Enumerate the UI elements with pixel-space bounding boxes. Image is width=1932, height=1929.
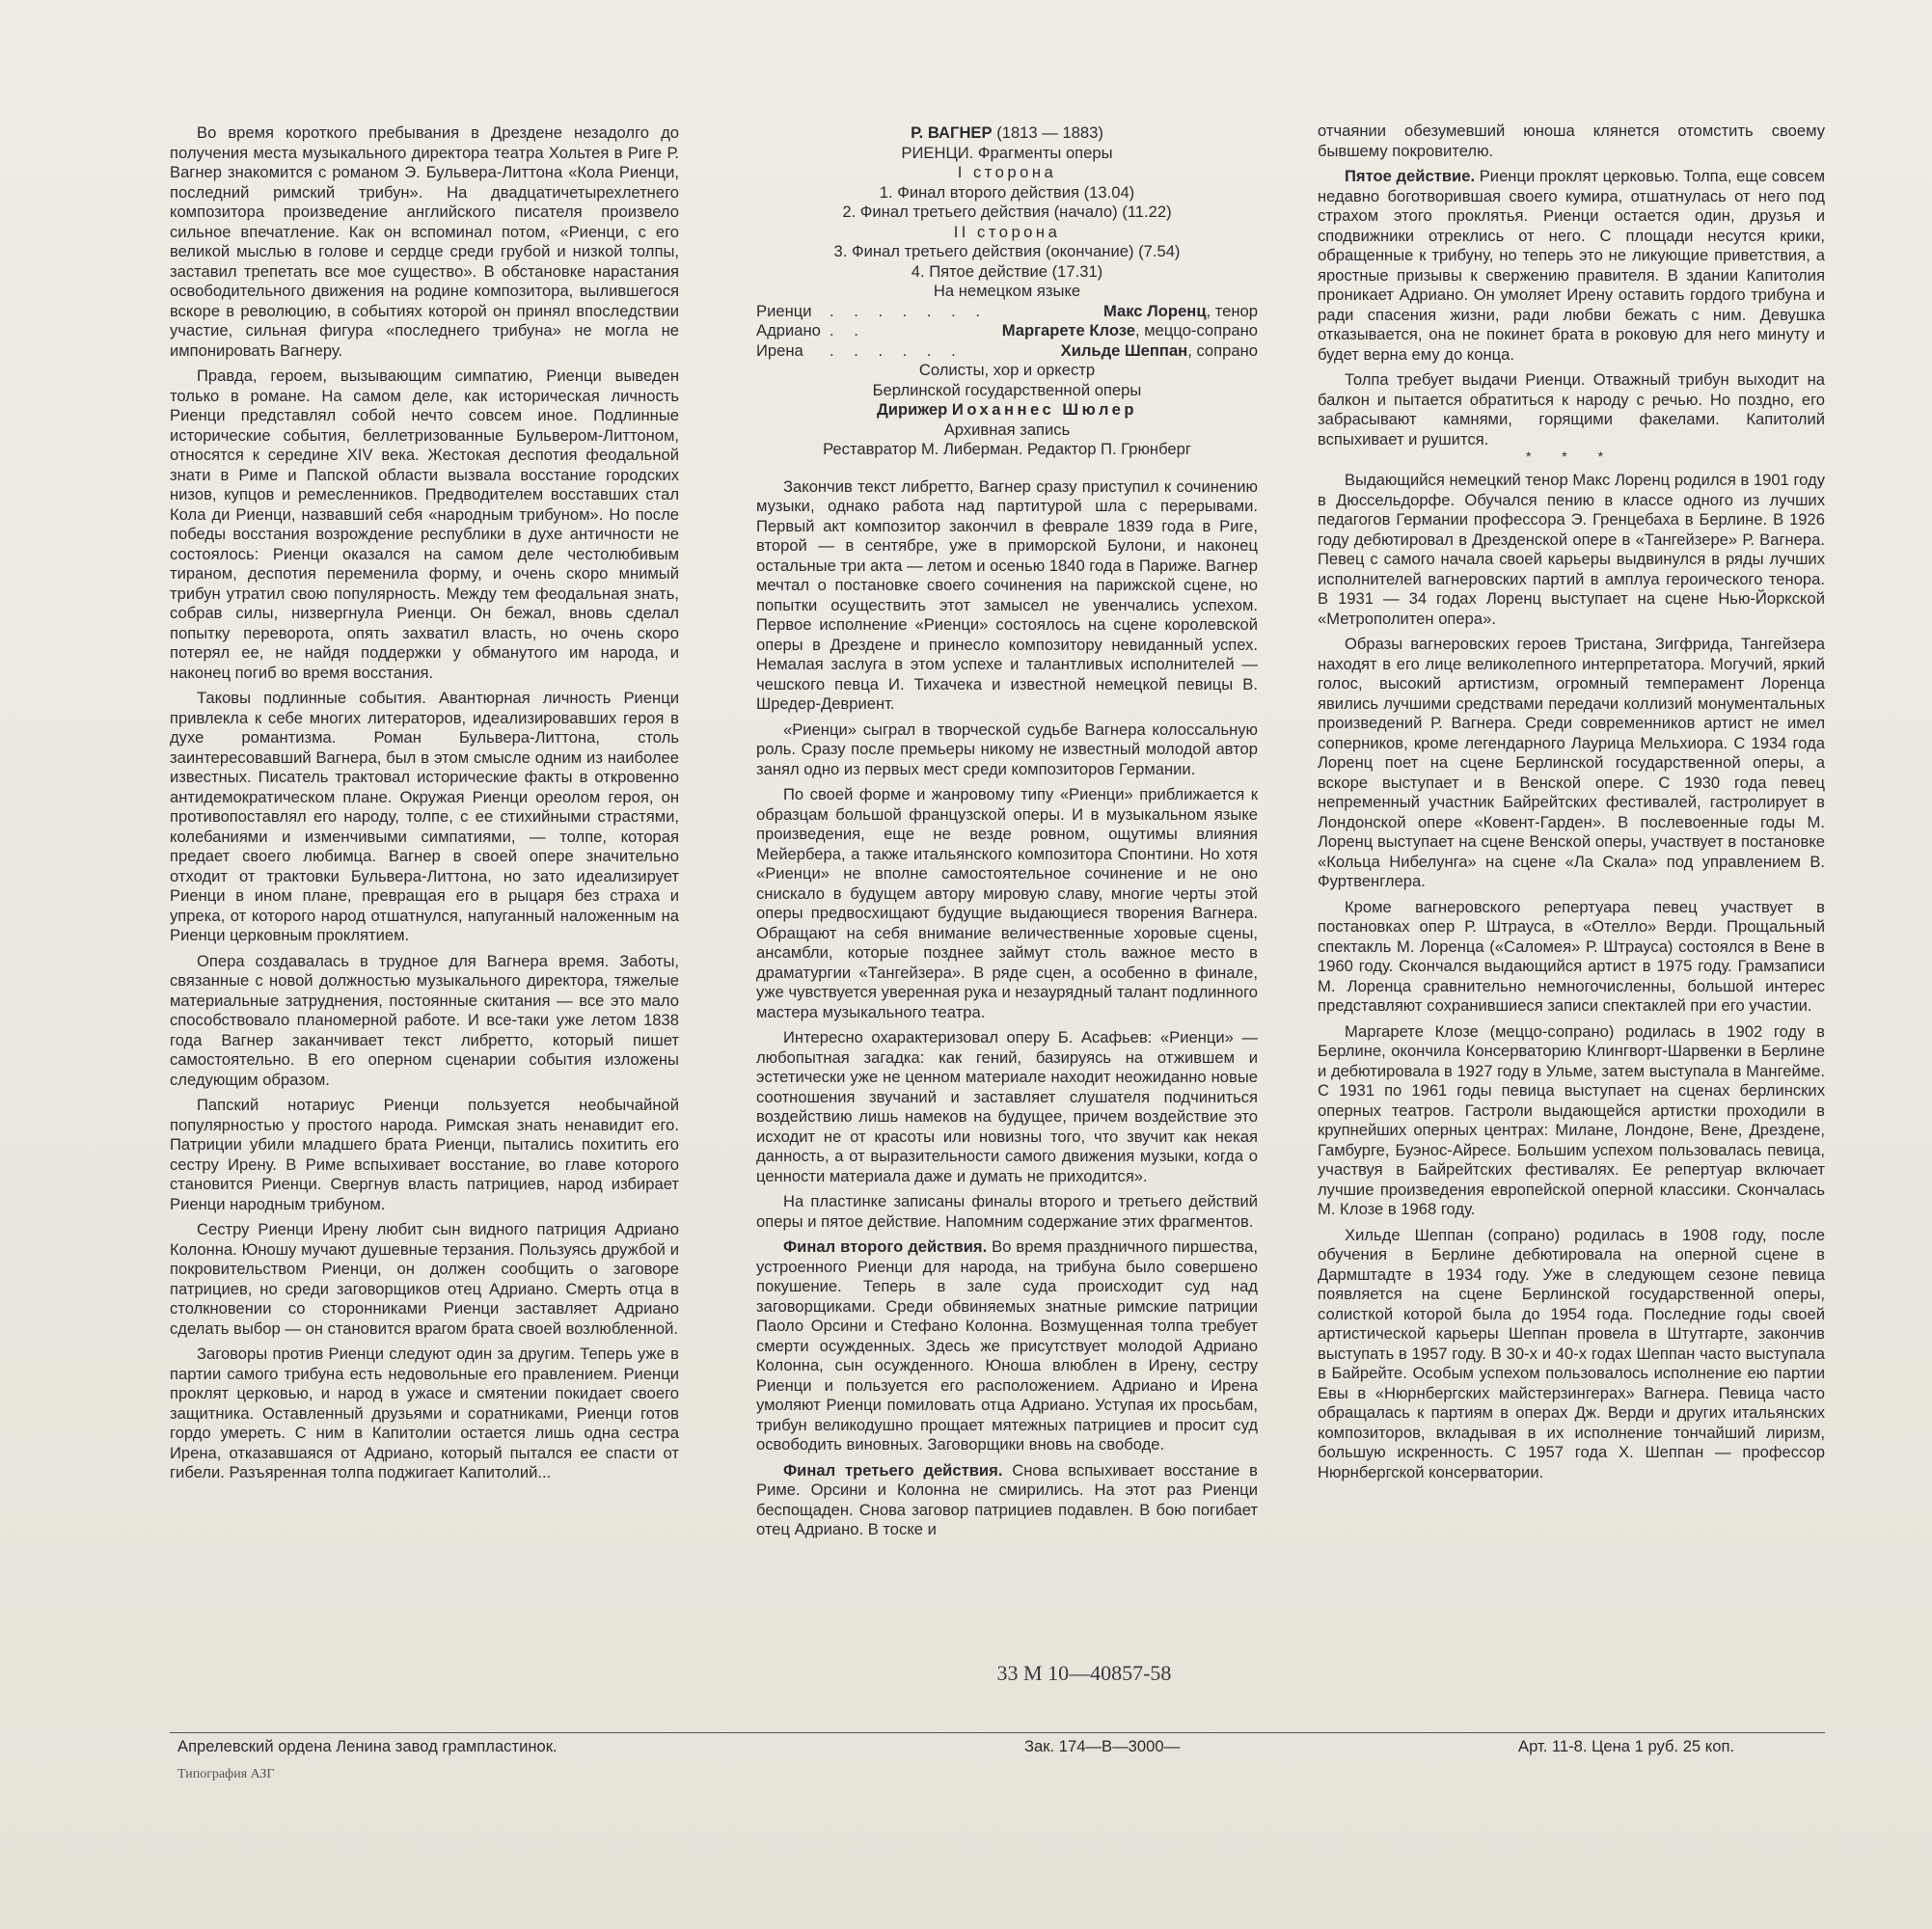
side-two-label: II сторона bbox=[953, 222, 1061, 241]
printer-name: Типография АЗГ bbox=[177, 1767, 275, 1781]
paragraph: Таковы подлинные события. Авантюрная личность Риенци привлекла к себе многих литераторов, идеализировавших героя в духе романтизма. Роман Бульвера-Литтона, столь заинтересовавший Вагнера, был в этом смысле одним из наиболее известных. Писатель трактовал исторические факты в откровенно антидемократическом плане. Окружая Риенци ореолом героя, он противопоставлял его народу, толпе, с ее стихийными страстями, колебаниями и изменчивыми симпатиями, — толпе, которая предает своего любимца. Вагнер в своей опере значительно отходит от трактовки Бульвера-Литтона, но зато идеализирует Риенци в ином плане, превращая его в рыцаря без страха и упрека, от которого народ отшатнулся, напуганный наложенным на Риенци церковным проклятием. bbox=[170, 689, 679, 944]
cast-role: Ирена bbox=[756, 340, 803, 360]
cast-role: Риенци bbox=[756, 301, 812, 320]
paragraph: Выдающийся немецкий тенор Макс Лоренц родился в 1901 году в Дюссельдорфе. Обучался пению в классе одного из лучших педагогов Германии профессора Э. Гренцебаха в Берлине. В 1926 году дебютировал в Дрезденской опере в «Тангейзере» Р. Вагнера. Певец с самого начала своей карьеры выдвинулся в ряды лучших исполнителей вагнеровских партий в амплуа героического тенора. В 1931 — 34 годах Лоренц выступает на сцене Нью-Йоркской «Метрополитен опера». bbox=[1318, 471, 1825, 628]
cast-voice: , тенор bbox=[1206, 301, 1258, 320]
track-item: 2. Финал третьего действия (начало) (11.22) bbox=[842, 203, 1172, 221]
paragraph: Опера создавалась в трудное для Вагнера время. Заботы, связанные с новой должностью музыкального директора, тяжелые материальные затруднения, постоянные скитания — все это мало способствовало планомерной работе. И все-таки уже летом 1838 года Вагнер заканчивает текст либретто, который пишет самостоятельно. В его оперном сценарии события изложены следующим образом. bbox=[170, 951, 679, 1089]
paragraph: отчаянии обезумевший юноша клянется отомстить своему бывшему покровителю. bbox=[1318, 122, 1825, 160]
paragraph: Правда, героем, вызывающим симпатию, Риенци выведен только в романе. На самом деле, как историческая личность Риенци представлял собой нечто совсем иное. Подлинные исторические события, беллетризованные Бульвером-Литтоном, относятся к середине XIV века. Жестокая деспотия феодальной знати в Риме и Папской области вызвала восстание городских низов, купцов и ремесленников. Предводителем восставших стал Кола ди Риенци, назвавший себя «народным трибуном». Но после победы восстания возрождение республики в духе античности не состоялось: Риенци оказался на самом деле честолюбивым тираном, деспотия переменила форму, и очень скоро мнимый трибун утратил свою популярность. Между тем феодальная знать, собрав силы, низвергнула Риенци. Он бежал, вновь сделал попытку переворота, опять захватил власть, но очень скоро потерял ее, не найдя поддержки у обманутого им народа, и наконец погиб во время восстания. bbox=[170, 367, 679, 682]
cast-row bbox=[756, 341, 1258, 362]
paragraph: Закончив текст либретто, Вагнер сразу приступил к сочинению музыки, однако работа над партитурой шла с перерывами. Первый акт композитор закончил в феврале 1839 года в Риге, второй — в сентябре, уже в приморской Булони, и наконец остальные три акта — летом и осенью 1840 года в Париже. Вагнер мечтал о постановке своего сочинения на парижской сцене, но попытки осуществить этот замысел не увенчались успехом. Первое исполнение «Риенци» состоялось на сцене королевской оперы в Дрездене и принесло композитору невиданный успех. Немалая заслуга в этом успехе и талантливых исполнителей — чешского певца И. Тихачека и известной немецкой певицы В. Шредер-Девриент. bbox=[756, 476, 1258, 713]
record-credits bbox=[756, 123, 1258, 460]
history-column bbox=[170, 123, 679, 1483]
track-item: 1. Финал второго действия (13.04) bbox=[879, 182, 1135, 202]
paragraph: Образы вагнеровских героев Тристана, Зигфрида, Тангейзера находят в его лице великолепного интерпретатора. Могучий, яркий голос, высокий артистизм, огромный темперамент Лоренца явились лучшими средствами передачи коллизий монументальных произведений Р. Вагнера. Среди современников артист не имел соперников, кроме легендарного Лаурица Мельхиора. С 1934 года Лоренц поет на сцене Берлинской государственной оперы, а вскоре выступает и в Венской опере. С 1930 года певец непременный участник Байрейтских фестивалей, гастролирует в Лондонской опере «Ковент-Гарден». В послевоенные годы М. Лоренц выступает на сцене Венской оперы, участвует в постановке «Кольца Нибелунга» на сцене «Ла Скала» под управлением В. Фуртвенглера. bbox=[1318, 635, 1825, 890]
paragraph: На пластинке записаны финалы второго и третьего действий оперы и пятое действие. Напомним содержание этих фрагментов. bbox=[756, 1192, 1258, 1231]
section-text: Во время праздничного пиршества, устроенного Риенци для народа, на трибуна было совершено покушение. Теперь в зале суда происходит суд над заговорщиками. Среди обвиняемых знатные римские патриции Паоло Орсини и Стефано Колонна. Возмущенная толпа требует смерти осужденных. Здесь же присутствует молодой Адриано Колонна, сын осужденного. Юноша влюблен в Ирену, сестру Риенци и пользуется его расположением. Адриано и Ирена умоляют Риенци помиловать отца Адриано. Уступая их просьбам, трибун великодушно прощает мятежных патрициев и просит суд освободить виновных. Заговорщики вновь на свободе. bbox=[756, 1237, 1258, 1454]
price-info: Арт. 11-8. Цена 1 руб. 25 коп. bbox=[1518, 1737, 1735, 1755]
restoration-credit: Реставратор М. Либерман. Редактор П. Грюнберг bbox=[823, 440, 1191, 458]
conductor-line bbox=[756, 400, 1258, 421]
section-separator: * * * bbox=[1525, 448, 1618, 464]
order-number: Зак. 174—В—3000— bbox=[1024, 1737, 1181, 1755]
composer-line bbox=[756, 123, 1258, 144]
paragraph: Хильде Шеппан (сопрано) родилась в 1908 году, после обучения в Берлине дебютировала на оперной сцене в Дармштадте в 1934 году. Уже в следующем сезоне певица появляется на сцене Берлинской государственной оперы, солисткой которой была до 1954 года. Последние годы своей артистической карьеры Шеппан провела в Штутгарте, закончив выступать в 1957 году. В 30-х и 40-х годах Шеппан часто выступала в Байрейте. Особым успехом пользовалось исполнение ею партии Евы в «Нюрнбергских майстерзингерах» Вагнера. Певица часто обращалась к партиям в операх Дж. Верди и других итальянских композиторов, вкладывая в их исполнение тончайший лиризм, большую искренность. С 1957 года Х. Шеппан — профессор Нюрнбергской консерватории. bbox=[1318, 1225, 1825, 1481]
paragraph: «Риенци» сыграл в творческой судьбе Вагнера колоссальную роль. Сразу после премьеры никому не известный молодой автор занял одно из первых мест среди композиторов Германии. bbox=[756, 720, 1258, 778]
composer-dates: (1813 — 1883) bbox=[996, 123, 1103, 142]
conductor-name: Иоханнес Шюлер bbox=[951, 400, 1138, 419]
performers-column bbox=[1318, 122, 1825, 1482]
section-heading: Финал третьего действия. bbox=[783, 1460, 1003, 1480]
cast-role: Адриано bbox=[756, 321, 821, 340]
composer-name: Р. ВАГНЕР bbox=[911, 123, 993, 142]
section-text: Снова вспыхивает восстание в Риме. Орсини и Колонна не смирились. На этот раз Риенци беспощаден. Снова заговор патрициев подавлен. В бою погибает отец Адриано. В тоске и bbox=[756, 1460, 1258, 1538]
synopsis-section bbox=[1318, 167, 1825, 365]
section-text: Риенци проклят церковью. Толпа, еще совсем недавно боготворившая своего кумира, отшатнулась от него под страхом этого проклятья. Риенци остается один, друзья и сподвижники отреклись от него. С площади несутся крики, обращенные к трибуну, но теперь это не ликующие приветствия, а яростные призывы к свержению правителя. В здании Капитолия проникает Адриано. Он умоляет Ирену оставить гордого трибуна и ради спасения жизни, ради любви бежать с ним. Девушка отказывается, она не покинет брата в роковую для него минуту и будет верна ему до конца. bbox=[1318, 167, 1825, 364]
section-heading: Финал второго действия. bbox=[783, 1237, 988, 1256]
paragraph: Маргарете Клозе (меццо-сопрано) родилась в 1902 году в Берлине, окончила Консерваторию Клингворт-Шарвенки в Берлине и дебютировала в 1927 году в Ульме, затем выступала в Мангейме. С 1931 по 1961 годы певица выступает на сценах берлинских оперных театров. Гастроли выдающейся артистки проходили в крупнейших оперных центрах: Милане, Лондоне, Вене, Дрездене, Гамбурге, Буэнос-Айресе. Большим успехом пользовалась певица, участвуя в Байрейтских фестивалях. Ее репертуар включает лучшие произведения европейской оперной классики. Скончалась М. Клозе в 1968 году. bbox=[1318, 1021, 1825, 1218]
cast-dots: . . bbox=[830, 321, 866, 340]
cast-performer: Маргарете Клозе bbox=[1001, 321, 1136, 340]
synopsis-section bbox=[756, 1237, 1258, 1455]
cast-dots: . . . . . . bbox=[830, 340, 964, 360]
conductor-label: Дирижер bbox=[876, 400, 948, 419]
catalog-number: 33 М 10—40857-58 bbox=[996, 1661, 1172, 1685]
work-title: РИЕНЦИ. Фрагменты оперы bbox=[901, 143, 1113, 162]
paragraph: Интересно охарактеризовал оперу Б. Асафьев: «Риенци» — любопытная загадка: как гений, базируясь на отжившем и эстетически уже не ценном материале находит неожиданно новые соотношения звучаний и заставляет слушателя подчиниться воздействию лишь намеков на будущее, причем воздействие это исходит не от красоты или новизны того, что звучит как некая данность, а от выразительности самого движения музыки, когда о ценности материала даже и думать не приходится». bbox=[756, 1028, 1258, 1185]
track-item: 3. Финал третьего действия (окончание) (7.54) bbox=[833, 242, 1181, 260]
cast-voice: , сопрано bbox=[1187, 340, 1258, 360]
paragraph: Толпа требует выдачи Риенци. Отважный трибун выходит на балкон и пытается обратиться к народу с речью. Но поздно, его забрасывают камнями, горящими факелами. Капитолий вспыхивает и рушится. bbox=[1318, 370, 1825, 448]
language-note: На немецком языке bbox=[933, 282, 1081, 300]
credits-and-synopsis-column bbox=[756, 123, 1258, 1540]
cast-row bbox=[756, 302, 1258, 322]
ensemble-line: Берлинской государственной оперы bbox=[872, 380, 1142, 399]
factory-name: Апрелевский ордена Ленина завод грампластинок. bbox=[177, 1737, 558, 1755]
cast-performer: Хильде Шеппан bbox=[1060, 340, 1188, 360]
side-one-label: I сторона bbox=[957, 163, 1057, 181]
cast-dots: . . . . . . . bbox=[830, 301, 988, 320]
archive-note: Архивная запись bbox=[943, 420, 1071, 439]
track-item: 4. Пятое действие (17.31) bbox=[911, 261, 1103, 281]
cast-performer: Макс Лоренц bbox=[1102, 301, 1207, 320]
section-heading: Пятое действие. bbox=[1345, 167, 1476, 185]
paragraph: По своей форме и жанровому типу «Риенци» приближается к образцам большой французской оперы. И в музыкальном языке произведения, еще не везде ровном, ощутимы влияния Мейербера, а также итальянского композитора Спонтини. Но хотя «Риенци» не вполне самостоятельное сочинение и не оно снискало в будущем автору мировую славу, многие черты этой оперы предвосхищают будущие выдающиеся творения Вагнера. Обращают на себя внимание величественные хоровые сцены, ансамбли, которые позднее займут столь важное место в драматургии «Тангейзера». В ряде сцен, а особенно в финале, уже чувствуется уверенная рука и незаурядный талант подлинного мастера музыкального театра. bbox=[756, 785, 1258, 1021]
synopsis-section bbox=[756, 1461, 1258, 1540]
paragraph: Сестру Риенци Ирену любит сын видного патриция Адриано Колонна. Юношу мучают душевные терзания. Пользуясь дружбой и покровительством Риенци, он должен сообщить о заговоре патрициев, но среди заговорщиков отец Адриано. Смерть отца в столкновении со сторонниками Риенци заставляет Адриано сделать выбор — он становится врагом брата своей возлюбленной. bbox=[170, 1220, 679, 1338]
paragraph: Заговоры против Риенци следуют один за другим. Теперь уже в партии самого трибуна есть недовольные его правлением. Риенци проклят церковью, и народ в ужасе и смятении покидает своего защитника. Оставленный друзьями и соратниками, Риенци готов гордо умереть. С ним в Капитолии остается лишь одна сестра Ирена, отказавшаяся от Адриано, который пытался ее спасти от гибели. Разъяренная толпа поджигает Капитолий... bbox=[170, 1345, 679, 1481]
ensemble-line: Солисты, хор и оркестр bbox=[918, 361, 1096, 379]
cast-row bbox=[756, 321, 1258, 341]
paragraph: Кроме вагнеровского репертуара певец участвует в постановках опер Р. Штрауса, в «Отелло» Верди. Прощальный спектакль М. Лоренца («Саломея» Р. Штрауса) состоялся в Вене в 1960 году. Скончался выдающийся артист в 1975 году. Грамзаписи М. Лоренца сравнительно немногочисленны, большой интерес представляют сохранившиеся записи спектаклей при его участии. bbox=[1318, 897, 1825, 1015]
cast-voice: , меццо-сопрано bbox=[1135, 321, 1258, 340]
paragraph: Во время короткого пребывания в Дрездене незадолго до получения места музыкального директора театра Хольтея в Риге Р. Вагнер знакомится с романом Э. Бульвера-Литтона «Кола Риенци, последний римский трибун». На двадцатичетырехлетнего композитора произведение английского писателя произвело сильное впечатление. Как он вспоминал потом, «Риенци, с его великой мыслью в голове и сердце среди грубой и низкой толпы, заставил трепетать все мое существо». В обстановке нарастания освободительного движения на родине композитора, вылившегося вскоре в революцию, в событиях которой он принял впоследствии участие, сильная фигура «последнего трибуна» не могла не импонировать Вагнеру. bbox=[170, 123, 679, 360]
paragraph: Папский нотариус Риенци пользуется необычайной популярностью у простого народа. Римская знать ненавидит его. Патриции убили младшего брата Риенци, пытались похитить его сестру Ирену. В Риме вспыхивает восстание, во главе которого становится Риенци. Свергнув власть патрициев, народ избирает Риенци народным трибуном. bbox=[170, 1096, 679, 1213]
footer-divider bbox=[170, 1732, 1825, 1733]
